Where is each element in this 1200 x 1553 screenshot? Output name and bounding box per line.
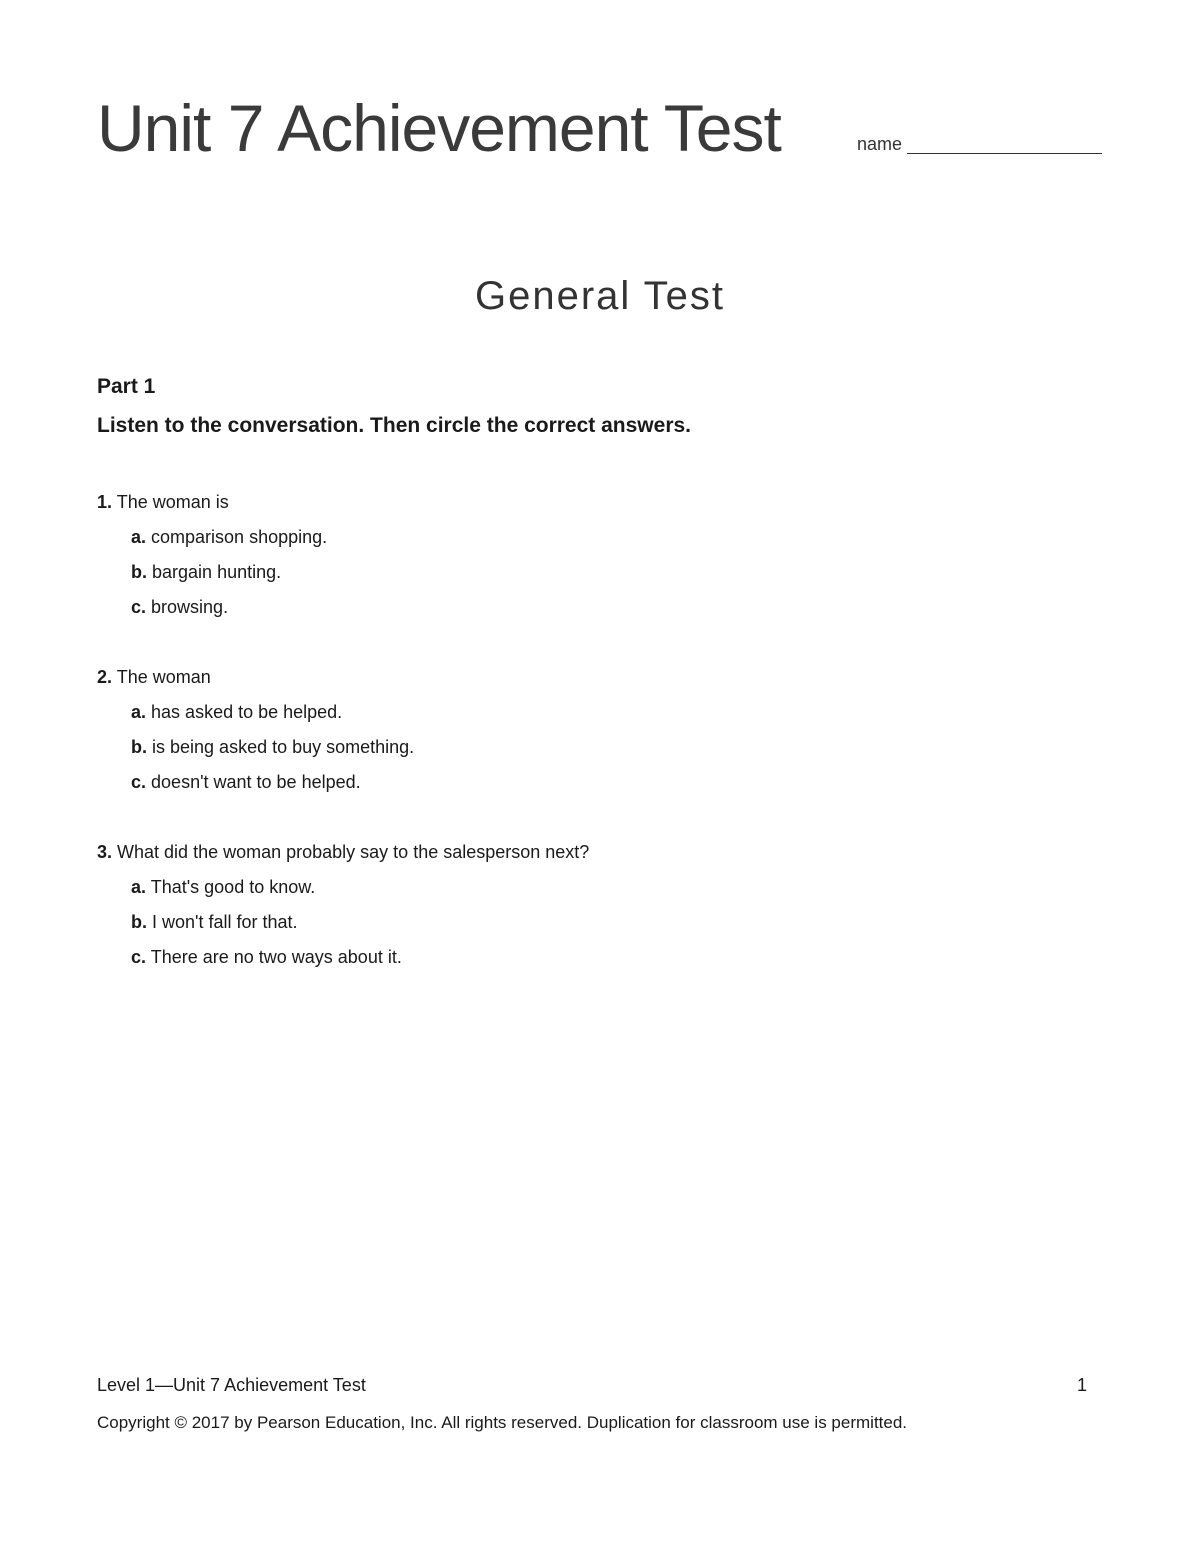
- copyright-notice: Copyright © 2017 by Pearson Education, Inc. All rights reserved. Duplication for classroom use is permitted.: [97, 1413, 908, 1432]
- option-text: doesn't want to be helped.: [151, 772, 361, 792]
- section-title: General Test: [474, 274, 726, 318]
- part-instructions: Listen to the conversation. Then circle the correct answers.: [97, 414, 692, 437]
- option-text: I won't fall for that.: [152, 912, 298, 932]
- name-field: [857, 132, 1102, 156]
- option-letter: a.: [131, 702, 147, 722]
- option-letter: c.: [131, 597, 147, 617]
- question-text: What did the woman probably say to the salesperson next?: [117, 842, 590, 862]
- answer-option: [97, 695, 1097, 730]
- question-list: [97, 485, 1097, 1010]
- option-letter: a.: [131, 527, 147, 547]
- part-heading: Part 1: [97, 375, 156, 398]
- question-1: [97, 485, 1097, 625]
- answer-option: [97, 590, 1097, 625]
- option-letter: b.: [131, 737, 147, 757]
- page-title: Unit 7 Achievement Test: [97, 91, 781, 165]
- page-header: [97, 88, 1102, 168]
- question-number: 3.: [97, 842, 113, 862]
- question-stem: [97, 835, 1097, 870]
- name-blank-line: [907, 153, 1102, 154]
- option-text: That's good to know.: [150, 877, 316, 897]
- option-letter: c.: [131, 947, 147, 967]
- option-text: comparison shopping.: [151, 527, 328, 547]
- answer-option: [97, 555, 1097, 590]
- option-letter: b.: [131, 912, 147, 932]
- question-stem: [97, 485, 1097, 520]
- option-letter: c.: [131, 772, 147, 792]
- option-text: bargain hunting.: [152, 562, 282, 582]
- name-label: name: [857, 134, 903, 154]
- page-number: 1: [1076, 1375, 1087, 1395]
- footer-title: Level 1—Unit 7 Achievement Test: [97, 1375, 366, 1395]
- question-text: The woman: [116, 667, 211, 687]
- answer-option: [97, 940, 1097, 975]
- question-2: [97, 660, 1097, 800]
- answer-option: [97, 905, 1097, 940]
- option-text: is being asked to buy something.: [152, 737, 415, 757]
- option-letter: a.: [131, 877, 147, 897]
- question-stem: [97, 660, 1097, 695]
- option-text: has asked to be helped.: [151, 702, 343, 722]
- answer-option: [97, 730, 1097, 765]
- question-3: [97, 835, 1097, 975]
- question-number: 2.: [97, 667, 113, 687]
- page-footer: [97, 1372, 1087, 1398]
- question-number: 1.: [97, 492, 113, 512]
- option-text: There are no two ways about it.: [150, 947, 402, 967]
- answer-option: [97, 870, 1097, 905]
- answer-option: [97, 765, 1097, 800]
- question-text: The woman is: [116, 492, 229, 512]
- option-letter: b.: [131, 562, 147, 582]
- option-text: browsing.: [151, 597, 229, 617]
- answer-option: [97, 520, 1097, 555]
